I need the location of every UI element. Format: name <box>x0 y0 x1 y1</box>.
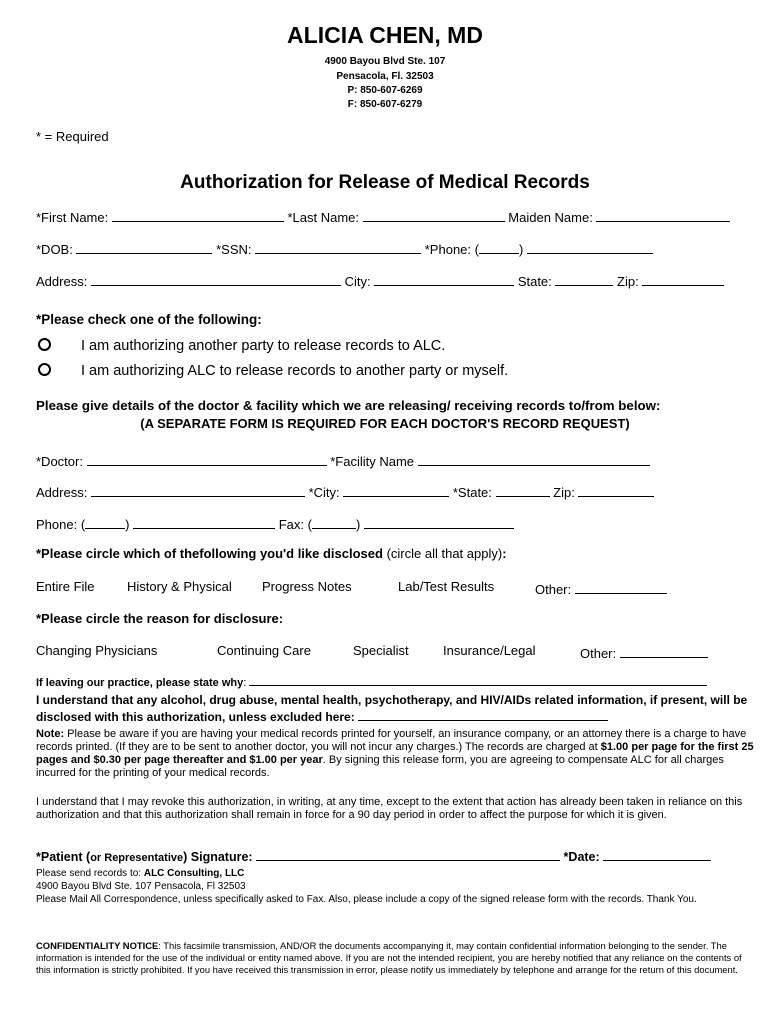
facility-zip-field[interactable] <box>578 482 654 497</box>
confidentiality-text: : This facsimile transmission, AND/OR the documents accompanying it, may contain confidential information belonging to the sender. The information is intended for the use of the individual or entity named above. If you are not the intended recipient, you are hereby notified that any reliance on the contents of this information is strictly prohibited. If you have received this transmission in error, please notify us immediately by telephone and arrange for the return of this document. <box>36 940 742 975</box>
practice-phone: P: 850-607-6269 <box>347 85 423 96</box>
signature-label2: or Representative <box>90 852 184 864</box>
date-label: *Date: <box>563 850 600 864</box>
reason-option-insurance[interactable]: Insurance/Legal <box>443 643 536 658</box>
facility-address-row <box>36 482 654 500</box>
disclose-option-entire-file[interactable]: Entire File <box>36 579 95 594</box>
zip-field[interactable] <box>642 271 724 286</box>
phone-area-field[interactable] <box>479 239 519 254</box>
note-fees: $1.00 per page for the first 25 pages and $0.30 per page thereafter and $1.00 per year <box>36 741 754 766</box>
first-name-field[interactable] <box>112 207 284 222</box>
ssn-field[interactable] <box>255 239 421 254</box>
address-field[interactable] <box>91 271 341 286</box>
facility-fax-area-field[interactable] <box>312 514 356 529</box>
confidentiality-label: CONFIDENTIALITY NOTICE <box>36 940 159 951</box>
address-label: Address: <box>36 274 88 289</box>
practice-city: Pensacola, Fl. 32503 <box>336 71 434 82</box>
option1-radio[interactable] <box>38 338 51 356</box>
disclose-other-field[interactable] <box>575 579 667 594</box>
facility-state-field[interactable] <box>496 482 550 497</box>
exclusion-field[interactable] <box>358 708 608 721</box>
doctor-row <box>36 451 650 469</box>
state-label: State: <box>517 274 552 289</box>
check-heading: *Please check one of the following: <box>36 312 262 327</box>
send-line2: 4900 Bayou Blvd Ste. 107 Pensacola, Fl 32503 <box>36 881 246 892</box>
phone-field[interactable] <box>527 239 653 254</box>
confidentiality-notice <box>36 940 752 976</box>
city-label: City: <box>344 274 371 289</box>
note-label: Note: <box>36 728 65 740</box>
patient-dob-row: *DOB: *SSN: *Phone: ( ) <box>36 239 653 257</box>
disclose-option-other[interactable]: Other: <box>535 582 572 597</box>
patient-address-row <box>36 271 724 289</box>
reason-option-changing[interactable]: Changing Physicians <box>36 643 158 658</box>
disclose-option-lab[interactable]: Lab/Test Results <box>398 579 495 594</box>
facility-phone-row: Phone: ( ) Fax: ( ) <box>36 514 514 532</box>
facility-fax-label: Fax: ( <box>278 517 312 532</box>
doctor-field[interactable] <box>87 451 327 466</box>
practice-name: ALICIA CHEN, MD <box>287 22 483 48</box>
note-text2: . By signing this release form, you are agreeing to compensate ALC for all charges incurred for the printing of your medical records. <box>36 754 724 779</box>
facility-label: *Facility Name <box>330 454 415 469</box>
last-name-field[interactable] <box>363 207 505 222</box>
practice-address: 4900 Bayou Blvd Ste. 107 <box>324 56 446 67</box>
send-line1 <box>36 868 244 879</box>
note-text1: Please be aware if you are having your medical records printed for yourself, an insurance company, or an attorney there is a charge to have records printed. (If they are to be sent to another doctor, you will not incur any charges.) The records are charged at <box>36 728 747 753</box>
leaving-label: If leaving our practice, please state why <box>36 677 244 689</box>
disclose-option-history[interactable]: History & Physical <box>127 579 232 594</box>
form-title: Authorization for Release of Medical Records <box>180 172 590 193</box>
reason-option-other[interactable]: Other: <box>580 646 617 661</box>
reason-heading: *Please circle the reason for disclosure: <box>36 611 284 626</box>
note-paragraph <box>36 728 758 780</box>
leaving-field[interactable] <box>249 674 707 686</box>
disclosure-statement <box>36 693 758 725</box>
dob-label: *DOB: <box>36 242 73 257</box>
revoke-paragraph: I understand that I may revoke this authorization, in writing, at any time, except to the extent that action has already been taken in reliance on this authorization and that this authorization shall remain in force for a 90 day period in order to affect the purpose for which it is given. <box>36 796 743 821</box>
signature-field[interactable] <box>256 846 560 861</box>
facility-phone-area-field[interactable] <box>85 514 125 529</box>
option2-radio[interactable] <box>38 363 51 381</box>
option2-label: I am authorizing ALC to release records to another party or myself. <box>81 363 509 379</box>
signature-row <box>36 846 711 864</box>
facility-zip-label: Zip: <box>553 485 575 500</box>
facility-city-field[interactable] <box>343 482 449 497</box>
facility-phone-label: Phone: ( <box>36 517 86 532</box>
details-subheading: (A SEPARATE FORM IS REQUIRED FOR EACH DOCTOR'S RECORD REQUEST) <box>140 416 630 431</box>
facility-address-label: Address: <box>36 485 88 500</box>
signature-label3: ) Signature: <box>183 850 253 864</box>
disclosure-statement-text: I understand that any alcohol, drug abuse, mental health, psychotherapy, and HIV/AIDs related information, if present, will be disclosed with this authorization, unless excluded here: <box>36 693 748 724</box>
maiden-name-label: Maiden Name: <box>508 210 593 225</box>
zip-label: Zip: <box>617 274 639 289</box>
maiden-name-field[interactable] <box>596 207 730 222</box>
radio-icon <box>38 363 51 376</box>
last-name-label: *Last Name: <box>287 210 360 225</box>
disclose-heading-suffix: (circle all that apply) <box>386 546 503 561</box>
phone-label: *Phone: ( <box>424 242 479 257</box>
disclose-heading: *Please circle which of thefollowing you'd like disclosed <box>36 546 383 561</box>
practice-fax: F: 850-607-6279 <box>347 99 423 110</box>
radio-icon <box>38 338 51 351</box>
ssn-label: *SSN: <box>216 242 252 257</box>
disclose-option-progress[interactable]: Progress Notes <box>262 579 352 594</box>
send-line3: Please Mail All Correspondence, unless specifically asked to Fax. Also, please include a copy of the signed release form with the records. Thank You. <box>36 894 697 905</box>
facility-field[interactable] <box>418 451 650 466</box>
details-heading: Please give details of the doctor & facility which we are releasing/ receiving records to/from below: <box>36 398 661 413</box>
facility-address-field[interactable] <box>91 482 305 497</box>
required-note: * = Required <box>36 129 109 144</box>
patient-name-row <box>36 207 730 225</box>
reason-option-continuing[interactable]: Continuing Care <box>217 643 311 658</box>
dob-field[interactable] <box>76 239 212 254</box>
disclose-heading-row: *Please circle which of thefollowing you'd like disclosed (circle all that apply): <box>36 546 507 561</box>
city-field[interactable] <box>374 271 514 286</box>
signature-label1: *Patient ( <box>36 850 91 864</box>
reason-option-specialist[interactable]: Specialist <box>353 643 409 658</box>
send-company: ALC Consulting, LLC <box>143 868 245 879</box>
facility-city-label: *City: <box>308 485 340 500</box>
facility-fax-field[interactable] <box>364 514 514 529</box>
disclose-option-other-row <box>535 579 667 597</box>
reason-option-other-row <box>580 643 708 661</box>
facility-state-label: *State: <box>452 485 492 500</box>
leaving-row: If leaving our practice, please state why: <box>36 674 707 689</box>
send-prefix: Please send records to: <box>36 868 144 879</box>
facility-phone-field[interactable] <box>133 514 275 529</box>
reason-other-field[interactable] <box>620 643 708 658</box>
date-field[interactable] <box>603 846 711 861</box>
state-field[interactable] <box>555 271 613 286</box>
doctor-label: *Doctor: <box>36 454 83 469</box>
option1-label: I am authorizing another party to release records to ALC. <box>81 338 446 354</box>
first-name-label: *First Name: <box>36 210 109 225</box>
